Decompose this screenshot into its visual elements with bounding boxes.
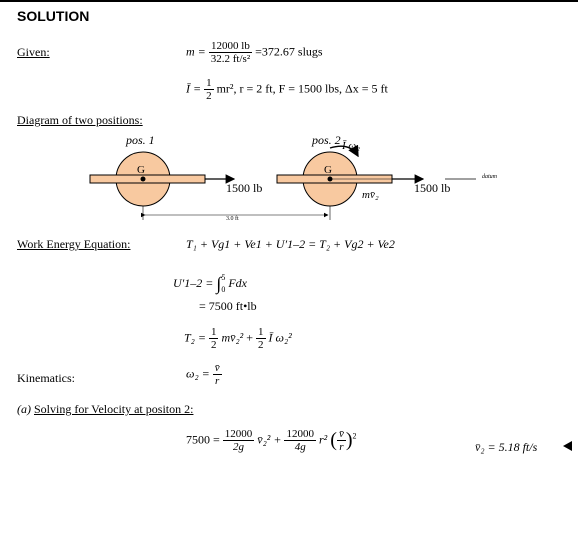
work-integral <box>173 272 247 296</box>
part-a-prefix: (a) <box>17 402 31 416</box>
kinematics-label: Kinematics: <box>17 371 75 385</box>
answer-velocity: v̄₂ = 5.18 ft/s <box>475 440 538 454</box>
work-result: = 7500 ft•lb <box>199 299 257 313</box>
mass-numerator: 12000 lb <box>209 40 252 53</box>
kinetic-energy-equation: T₂ = $\frac{1}{2}$ mv̄₂² + $\frac{1}{2}$ Ī ω₂² <box>184 326 292 351</box>
pos2-label: pos. 2 <box>312 133 341 147</box>
force2-label: 1500 lb <box>414 181 451 195</box>
work-energy-label: Work Energy Equation: <box>17 237 131 251</box>
work-energy-equation: T₁ + Vg1 + Ve1 + U′1–2 = T₂ + Vg2 + Ve2 <box>186 237 395 251</box>
part-a-heading <box>17 402 193 417</box>
mass-result: =372.67 slugs <box>255 44 323 59</box>
inertia-rest: mr², r = 2 ft, F = 1500 lbs, Δx = 5 ft <box>216 81 388 96</box>
integral-limits <box>221 272 225 296</box>
mass-fraction <box>209 40 252 65</box>
integral-upper: 5 <box>221 273 226 282</box>
given-label: Given: <box>17 45 50 59</box>
u-lhs: U′1–2 = <box>173 275 214 290</box>
g2-label: G <box>324 164 332 176</box>
momentum-label: mv̄₂ <box>362 189 379 201</box>
inertia-equation <box>186 77 388 102</box>
answer-pointer-icon <box>563 441 572 451</box>
distance-label: 3.0 ft <box>226 216 239 222</box>
integral-icon: ∫ <box>216 273 222 294</box>
diagram-label: Diagram of two positions: <box>17 113 143 127</box>
m-lhs: m = <box>186 44 206 59</box>
integrand: Fdx <box>228 275 247 290</box>
pos1-label: pos. 1 <box>126 133 155 147</box>
page-title: SOLUTION <box>17 8 90 24</box>
mass-equation <box>186 40 323 65</box>
integral-lower: 0 <box>221 285 226 294</box>
center-pos1 <box>141 177 146 182</box>
force1-label: 1500 lb <box>226 181 263 195</box>
inertia-half: $\frac{1}{2}$ <box>206 77 212 102</box>
datum-label: datum <box>482 174 497 180</box>
mass-denominator: 32.2 ft/s² <box>210 53 251 65</box>
kinematics-equation: ω₂ = $\frac{v̄}{r}$ <box>186 362 220 387</box>
rod-pos1 <box>90 175 205 183</box>
i-lhs: Ī = <box>186 81 202 96</box>
velocity-equation: 7500 = $\frac{12000}{2g}$ v̄₂² + $\frac{12000}{4g}$ r² ( $\frac{v̄}{r}$ )$^2$ <box>186 428 357 453</box>
top-rule <box>0 0 578 2</box>
g1-label: G <box>137 164 145 176</box>
moment-label: Ī ω₂ <box>342 140 361 152</box>
part-a-title: Solving for Velocity at positon 2: <box>34 402 194 416</box>
